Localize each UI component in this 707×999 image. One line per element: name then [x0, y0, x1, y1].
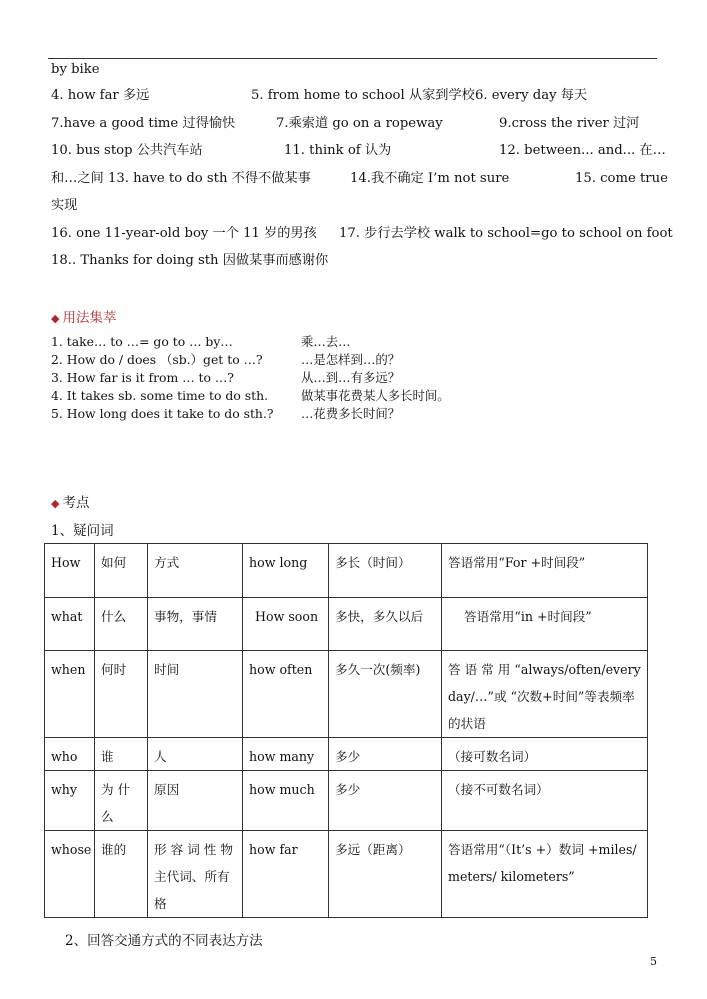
- table-row: [45, 831, 648, 918]
- usage-item-2-en: 2. How do / does （sb.）get to …?: [51, 352, 263, 367]
- phrase-7a: 7.have a good time 过得愉快: [51, 116, 236, 131]
- cell-meaning: 何时: [95, 651, 148, 738]
- usage-item-5-en: 5. How long does it take to do sth.?: [51, 406, 274, 421]
- cell-note: （接不可数名词）: [442, 771, 648, 831]
- table-row: [45, 651, 648, 738]
- cell-phrase-meaning: 多远（距离）: [329, 831, 442, 918]
- cell-phrase-meaning: 多长（时间）: [329, 544, 442, 598]
- cell-meaning: 为 什 么: [95, 771, 148, 831]
- cell-word: who: [45, 738, 95, 771]
- usage-item-1-en: 1. take… to …= go to … by…: [51, 334, 233, 349]
- cell-phrase: how many: [243, 738, 329, 771]
- cell-phrase: how much: [243, 771, 329, 831]
- table-row: [45, 771, 648, 831]
- usage-item-1-zh: 乘…去…: [301, 334, 351, 349]
- cell-usage: 原因: [148, 771, 243, 831]
- phrase-11: 11. think of 认为: [284, 143, 392, 158]
- table-row: [45, 544, 648, 598]
- phrase-15: 15. come true: [575, 171, 668, 186]
- phrase-6: 6. every day 每天: [475, 88, 588, 103]
- cell-word: when: [45, 651, 95, 738]
- cell-note: 答语常用“（It’s +）数词 +miles/ meters/ kilometers”: [442, 831, 648, 918]
- cell-word: whose: [45, 831, 95, 918]
- phrase-line-5: 实现: [51, 198, 78, 213]
- cell-phrase-meaning: 多少: [329, 771, 442, 831]
- cell-usage: 事物，事情: [148, 598, 243, 651]
- exam-heading: ◆ 考点: [51, 495, 90, 511]
- usage-item-3-zh: 从…到…有多远？: [301, 370, 401, 385]
- cell-meaning: 谁的: [95, 831, 148, 918]
- diamond-bullet-icon: ◆: [51, 497, 60, 510]
- cell-word: How: [45, 544, 95, 598]
- usage-item-5-zh: …花费多长时间？: [301, 406, 401, 421]
- cell-usage: 时间: [148, 651, 243, 738]
- cell-note: 答 语 常 用 “always/often/every day/…”或 “次数+时间”等表频率的状语: [442, 651, 648, 738]
- cell-usage: 人: [148, 738, 243, 771]
- phrase-18: 18.. Thanks for doing sth 因做某事而感谢你: [51, 253, 329, 268]
- cell-meaning: 什么: [95, 598, 148, 651]
- cell-meaning: 谁: [95, 738, 148, 771]
- phrase-10: 10. bus stop 公共汽车站: [51, 143, 203, 158]
- usage-item-2-zh: …是怎样到…的？: [301, 352, 401, 367]
- phrase-12: 12. between... and... 在…: [499, 143, 666, 158]
- diamond-bullet-icon: ◆: [51, 312, 60, 325]
- header-rule: [48, 58, 657, 59]
- cell-phrase: How soon: [243, 598, 329, 651]
- table-row: [45, 598, 648, 651]
- phrase-7b: 7.乘索道 go on a ropeway: [276, 116, 443, 131]
- cell-usage: 方式: [148, 544, 243, 598]
- phrase-17: 17. 步行去学校 walk to school=go to school on foot: [339, 226, 673, 241]
- cell-note: （接可数名词）: [442, 738, 648, 771]
- cell-usage: 形 容 词 性 物 主代词、所有格: [148, 831, 243, 918]
- cell-note: 答语常用“For +时间段”: [442, 544, 648, 598]
- cell-phrase: how often: [243, 651, 329, 738]
- phrase-4: 4. how far 多远: [51, 88, 150, 103]
- cell-phrase-meaning: 多久一次(频率): [329, 651, 442, 738]
- question-word-table: [44, 543, 648, 918]
- page-number: 5: [650, 955, 657, 968]
- phrase-9: 9.cross the river 过河: [499, 116, 640, 131]
- cell-phrase: how long: [243, 544, 329, 598]
- usage-item-3-en: 3. How far is it from … to …?: [51, 370, 234, 385]
- phrase-13: 和…之间 13. have to do sth 不得不做某事: [51, 171, 311, 186]
- cell-meaning: 如何: [95, 544, 148, 598]
- exam-sub-1: 1、疑问词: [51, 523, 114, 539]
- cell-note: 答语常用“in +时间段”: [442, 598, 648, 651]
- phrase-14: 14.我不确定 I’m not sure: [350, 171, 510, 186]
- usage-item-4-en: 4. It takes sb. some time to do sth.: [51, 388, 269, 403]
- cell-phrase: how far: [243, 831, 329, 918]
- phrase-16: 16. one 11-year-old boy 一个 11 岁的男孩: [51, 226, 317, 241]
- cell-phrase-meaning: 多少: [329, 738, 442, 771]
- cell-word: what: [45, 598, 95, 651]
- exam-sub-2: 2、回答交通方式的不同表达方法: [65, 933, 263, 949]
- phrase-5: 5. from home to school 从家到学校: [251, 88, 475, 103]
- usage-heading: ◆ 用法集萃: [51, 310, 117, 326]
- phrase-line-0: by bike: [51, 62, 100, 77]
- usage-item-4-zh: 做某事花费某人多长时间。: [301, 388, 450, 403]
- table-row: [45, 738, 648, 771]
- cell-word: why: [45, 771, 95, 831]
- cell-phrase-meaning: 多快，多久以后: [329, 598, 442, 651]
